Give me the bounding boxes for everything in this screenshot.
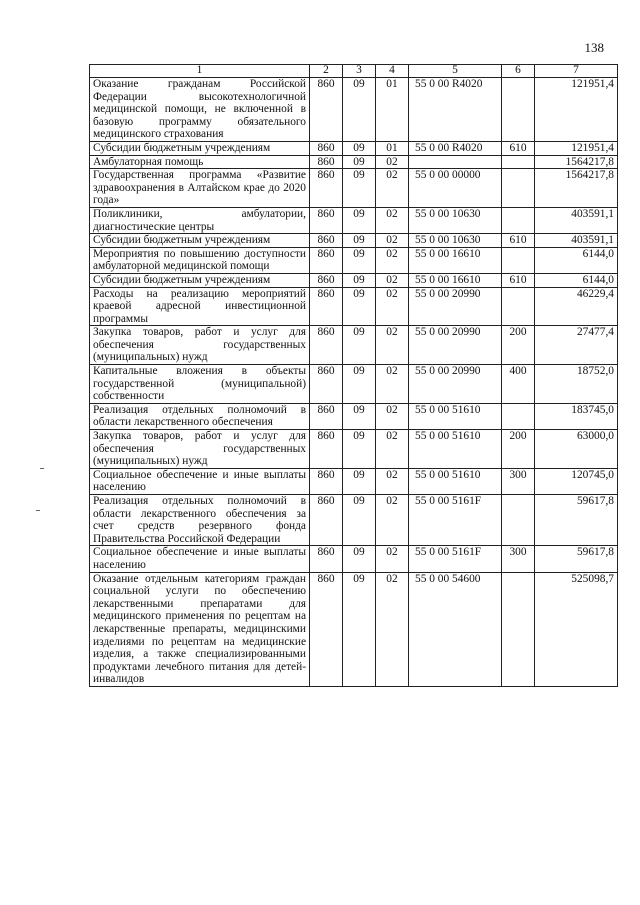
cell-expense-type	[502, 169, 535, 208]
cell-ministry: 860	[310, 155, 343, 169]
cell-ministry: 860	[310, 468, 343, 494]
table-row	[90, 365, 618, 404]
cell-section: 09	[343, 287, 376, 326]
cell-amount: 59617,8	[535, 495, 618, 546]
cell-section: 09	[343, 234, 376, 248]
cell-amount: 18752,0	[535, 365, 618, 404]
cell-section: 09	[343, 572, 376, 686]
cell-subsection: 02	[376, 287, 409, 326]
cell-section: 09	[343, 169, 376, 208]
cell-ministry: 860	[310, 403, 343, 429]
table-row	[90, 403, 618, 429]
table-row	[90, 326, 618, 365]
scan-mark	[40, 468, 44, 469]
header-col-ministry: 2	[310, 65, 343, 78]
table-row	[90, 78, 618, 142]
cell-amount: 6144,0	[535, 247, 618, 273]
table-row	[90, 572, 618, 686]
cell-name: Капитальные вложения в объекты государственной (муниципальной) собственности	[90, 365, 310, 404]
cell-name: Социальное обеспечение и иные выплаты населению	[90, 546, 310, 572]
cell-ministry: 860	[310, 141, 343, 155]
cell-subsection: 02	[376, 403, 409, 429]
cell-target-item: 55 0 00 R4020	[409, 141, 502, 155]
cell-target-item: 55 0 00 20990	[409, 326, 502, 365]
cell-amount: 183745,0	[535, 403, 618, 429]
cell-amount: 1564217,8	[535, 169, 618, 208]
cell-ministry: 860	[310, 234, 343, 248]
cell-subsection: 02	[376, 273, 409, 287]
cell-subsection: 02	[376, 365, 409, 404]
cell-section: 09	[343, 430, 376, 469]
cell-subsection: 02	[376, 430, 409, 469]
cell-subsection: 02	[376, 169, 409, 208]
cell-subsection: 02	[376, 234, 409, 248]
cell-ministry: 860	[310, 273, 343, 287]
cell-expense-type: 610	[502, 234, 535, 248]
cell-ministry: 860	[310, 78, 343, 142]
cell-target-item: 55 0 00 20990	[409, 365, 502, 404]
cell-section: 09	[343, 326, 376, 365]
table-row	[90, 141, 618, 155]
cell-section: 09	[343, 78, 376, 142]
cell-expense-type	[502, 207, 535, 233]
cell-expense-type: 300	[502, 468, 535, 494]
cell-name: Мероприятия по повышению доступности амбулаторной медицинской помощи	[90, 247, 310, 273]
table-row	[90, 495, 618, 546]
cell-name: Субсидии бюджетным учреждениям	[90, 273, 310, 287]
table-row	[90, 546, 618, 572]
cell-expense-type	[502, 247, 535, 273]
cell-name: Расходы на реализацию мероприятий краевой адресной инвестиционной программы	[90, 287, 310, 326]
cell-name: Поликлиники, амбулатории, диагностические центры	[90, 207, 310, 233]
cell-ministry: 860	[310, 169, 343, 208]
cell-name: Субсидии бюджетным учреждениям	[90, 141, 310, 155]
table-row	[90, 247, 618, 273]
cell-expense-type: 300	[502, 546, 535, 572]
cell-target-item: 55 0 00 10630	[409, 207, 502, 233]
cell-subsection: 02	[376, 207, 409, 233]
cell-expense-type	[502, 403, 535, 429]
table-row	[90, 430, 618, 469]
cell-subsection: 02	[376, 495, 409, 546]
cell-target-item: 55 0 00 51610	[409, 468, 502, 494]
cell-expense-type: 400	[502, 365, 535, 404]
cell-target-item	[409, 155, 502, 169]
cell-subsection: 01	[376, 78, 409, 142]
cell-expense-type: 610	[502, 141, 535, 155]
cell-section: 09	[343, 247, 376, 273]
table-row	[90, 273, 618, 287]
cell-ministry: 860	[310, 572, 343, 686]
cell-subsection: 02	[376, 155, 409, 169]
page-number: 138	[584, 40, 604, 55]
cell-expense-type	[502, 495, 535, 546]
cell-subsection: 02	[376, 468, 409, 494]
cell-target-item: 55 0 00 00000	[409, 169, 502, 208]
cell-section: 09	[343, 495, 376, 546]
cell-section: 09	[343, 365, 376, 404]
cell-target-item: 55 0 00 5161F	[409, 495, 502, 546]
header-col-name: 1	[90, 65, 310, 78]
cell-name: Закупка товаров, работ и услуг для обеспечения государственных (муниципальных) нужд	[90, 326, 310, 365]
budget-table	[89, 64, 618, 687]
cell-amount: 6144,0	[535, 273, 618, 287]
cell-amount: 59617,8	[535, 546, 618, 572]
header-col-target-item: 5	[409, 65, 502, 78]
cell-expense-type	[502, 287, 535, 326]
cell-target-item: 55 0 00 10630	[409, 234, 502, 248]
cell-ministry: 860	[310, 365, 343, 404]
cell-ministry: 860	[310, 546, 343, 572]
table-row	[90, 287, 618, 326]
cell-section: 09	[343, 273, 376, 287]
cell-expense-type	[502, 78, 535, 142]
header-col-expense-type: 6	[502, 65, 535, 78]
header-col-section: 3	[343, 65, 376, 78]
table-row	[90, 468, 618, 494]
cell-amount: 1564217,8	[535, 155, 618, 169]
cell-target-item: 55 0 00 16610	[409, 247, 502, 273]
cell-target-item: 55 0 00 R4020	[409, 78, 502, 142]
cell-name: Оказание отдельным категориям граждан социальной услуги по обеспечению лекарственными препаратами для медицинского применения по рецептам на лекарственные препараты, медицинскими изделиями по рецептам на медицинские изделия, а также специализированными продуктами лечебного питания для детей-инвалидов	[90, 572, 310, 686]
cell-expense-type: 200	[502, 326, 535, 365]
cell-name: Государственная программа «Развитие здравоохранения в Алтайском крае до 2020 года»	[90, 169, 310, 208]
cell-target-item: 55 0 00 16610	[409, 273, 502, 287]
cell-amount: 27477,4	[535, 326, 618, 365]
cell-section: 09	[343, 207, 376, 233]
cell-subsection: 02	[376, 247, 409, 273]
cell-subsection: 02	[376, 572, 409, 686]
cell-target-item: 55 0 00 54600	[409, 572, 502, 686]
table-row	[90, 234, 618, 248]
cell-amount: 525098,7	[535, 572, 618, 686]
table-row	[90, 169, 618, 208]
cell-expense-type	[502, 572, 535, 686]
cell-ministry: 860	[310, 495, 343, 546]
cell-target-item: 55 0 00 5161F	[409, 546, 502, 572]
cell-ministry: 860	[310, 326, 343, 365]
cell-section: 09	[343, 403, 376, 429]
cell-expense-type: 610	[502, 273, 535, 287]
header-col-amount: 7	[535, 65, 618, 78]
cell-amount: 120745,0	[535, 468, 618, 494]
cell-name: Закупка товаров, работ и услуг для обеспечения государственных (муниципальных) нужд	[90, 430, 310, 469]
header-col-subsection: 4	[376, 65, 409, 78]
cell-name: Социальное обеспечение и иные выплаты населению	[90, 468, 310, 494]
cell-amount: 121951,4	[535, 141, 618, 155]
cell-section: 09	[343, 468, 376, 494]
cell-subsection: 02	[376, 326, 409, 365]
cell-section: 09	[343, 155, 376, 169]
cell-expense-type	[502, 155, 535, 169]
cell-target-item: 55 0 00 20990	[409, 287, 502, 326]
cell-subsection: 01	[376, 141, 409, 155]
cell-section: 09	[343, 141, 376, 155]
cell-name: Реализация отдельных полномочий в области лекарственного обеспечения	[90, 403, 310, 429]
cell-amount: 403591,1	[535, 234, 618, 248]
cell-ministry: 860	[310, 247, 343, 273]
cell-amount: 403591,1	[535, 207, 618, 233]
cell-subsection: 02	[376, 546, 409, 572]
cell-ministry: 860	[310, 430, 343, 469]
cell-amount: 46229,4	[535, 287, 618, 326]
cell-target-item: 55 0 00 51610	[409, 430, 502, 469]
cell-amount: 63000,0	[535, 430, 618, 469]
scan-mark	[36, 510, 40, 511]
cell-section: 09	[343, 546, 376, 572]
cell-ministry: 860	[310, 207, 343, 233]
cell-ministry: 860	[310, 287, 343, 326]
table-row	[90, 207, 618, 233]
cell-name: Оказание гражданам Российской Федерации высокотехнологичной медицинской помощи, не включенной в базовую программу обязательного медицинского страхования	[90, 78, 310, 142]
cell-target-item: 55 0 00 51610	[409, 403, 502, 429]
cell-name: Субсидии бюджетным учреждениям	[90, 234, 310, 248]
cell-expense-type: 200	[502, 430, 535, 469]
cell-name: Реализация отдельных полномочий в области лекарственного обеспечения за счет средств резервного фонда Правительства Российской Федерации	[90, 495, 310, 546]
table-body	[90, 78, 618, 687]
table-row	[90, 155, 618, 169]
cell-name: Амбулаторная помощь	[90, 155, 310, 169]
header-row	[90, 65, 618, 78]
cell-amount: 121951,4	[535, 78, 618, 142]
